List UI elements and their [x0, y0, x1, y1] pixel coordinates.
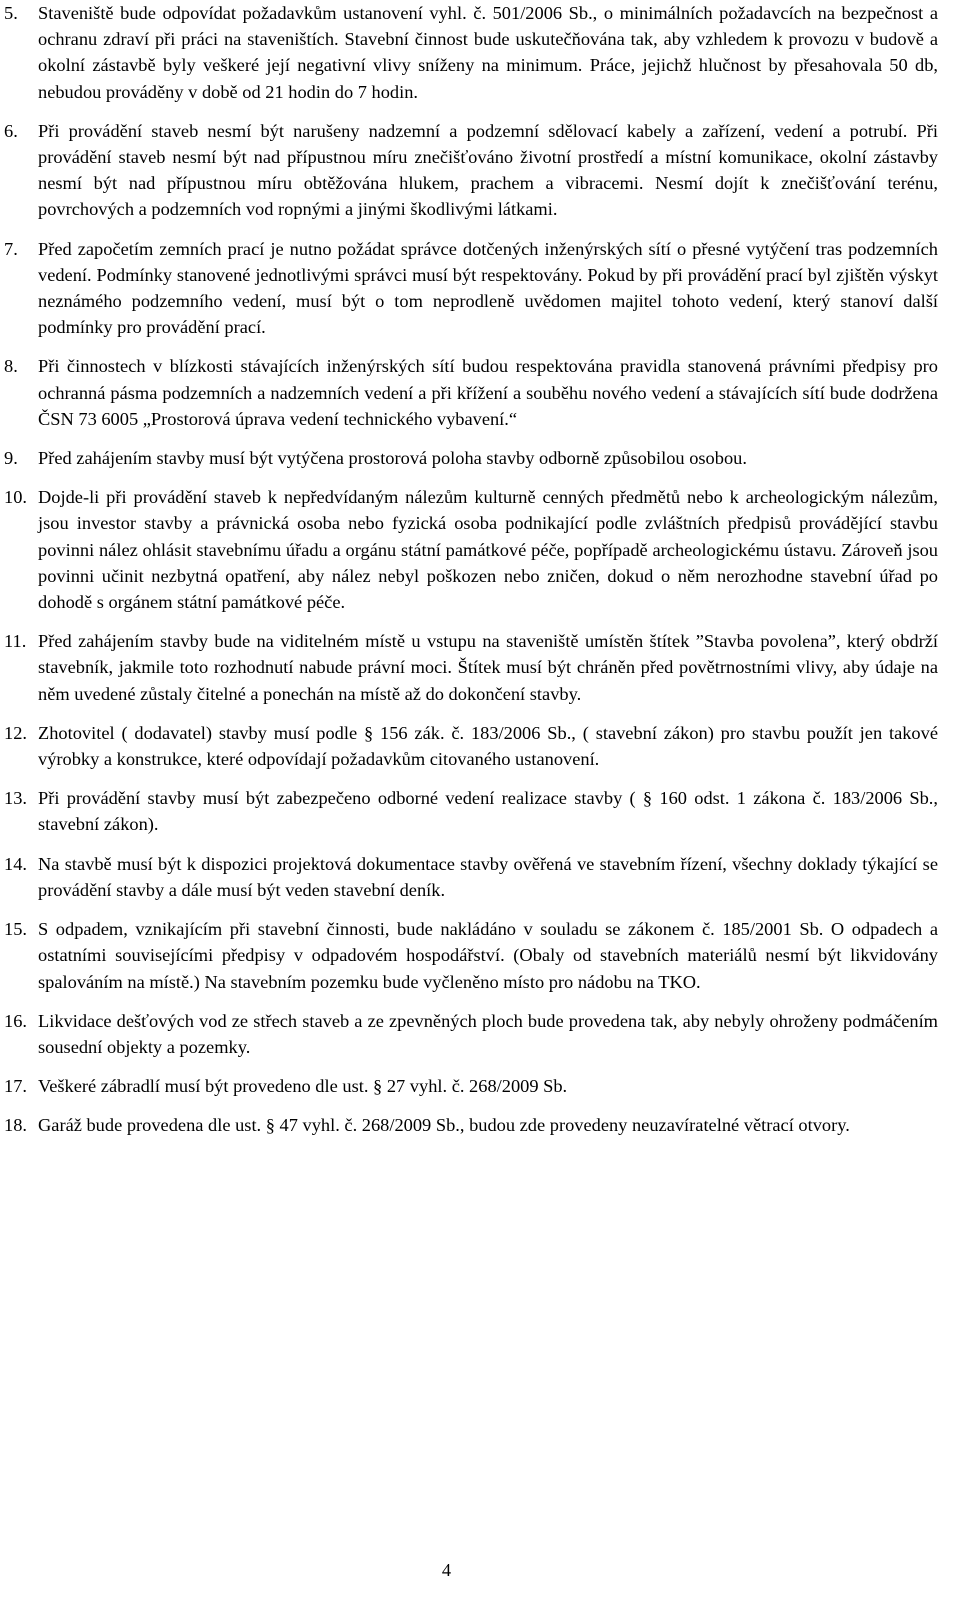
list-item — [0, 628, 960, 707]
item-text: Před započetím zemních prací je nutno požádat správce dotčených inženýrských sítí o přesné vytýčení tras podzemních vedení. Podmínky stanovené jednotlivými správci musí být respektovány. Pokud by při provádění prací byl zjištěn výskyt neznámého podzemního vedení, musí být o tom neprodleně uvědomen majitel tohoto vedení, který stanoví další podmínky pro provádění prací. — [38, 238, 938, 338]
item-number: 14. — [4, 853, 27, 874]
item-number: 5. — [4, 3, 18, 23]
item-text: Zhotovitel ( dodavatel) stavby musí podle § 156 zák. č. 183/2006 Sb., ( stavební zákon) pro stavbu použít jen takové výrobky a konstrukce, které odpovídají požadavkům citovaného ustanovení. — [38, 722, 938, 770]
item-text: Při provádění staveb nesmí být narušeny nadzemní a podzemní sdělovací kabely a zařízení, vedení a potrubí. Při provádění staveb nesmí být nad přípustnou míru znečišťováno životní prostředí a místní komunikace, okolní zástavby nesmí být nad přípustnou míru obtěžována hlukem, prachem a vibracemi. Nesmí dojít k znečišťování terénu, povrchových a podzemních vod ropnými a jinými škodlivými látkami. — [38, 120, 938, 220]
item-text: S odpadem, vznikajícím při stavební činnosti, bude nakládáno v souladu se zákonem č. 185/2001 Sb. O odpadech a ostatními souvisejícími předpisy v odpadovém hospodářství. (Obaly od stavebních materiálů nesmí být likvidovány spalováním na místě.) Na stavebním pozemku bude vyčleněno místo pro nádobu na TKO. — [38, 919, 938, 992]
list-item — [0, 0, 960, 105]
item-text: Před zahájením stavby musí být vytýčena prostorová poloha stavby odborně způsobilou osobou. — [38, 448, 747, 469]
item-number: 16. — [4, 1010, 27, 1031]
list-item — [0, 353, 960, 432]
list-item — [0, 720, 960, 772]
item-number: 10. — [4, 487, 27, 508]
page-number: 4 — [441, 1560, 452, 1580]
item-text: Likvidace dešťových vod ze střech staveb a ze zpevněných ploch bude provedena tak, aby nebyly ohroženy podmáčením sousední objekty a pozemky. — [38, 1010, 938, 1057]
list-item — [0, 445, 960, 471]
item-number: 17. — [4, 1076, 27, 1097]
list-item — [0, 118, 960, 223]
list-item — [0, 785, 960, 837]
item-number: 11. — [4, 631, 27, 652]
list-item — [0, 1112, 960, 1138]
item-number: 13. — [4, 788, 27, 809]
item-text: Staveniště bude odpovídat požadavkům ustanovení vyhl. č. 501/2006 Sb., o minimálních požadavcích na bezpečnost a ochranu zdraví při práci na staveništích. Stavební činnost bude uskutečňována tak, aby vzhledem k provozu v budově a okolní zástavbě byly veškeré její negativní vlivy sníženy na minimum. Práce, jejichž hlučnost by přesahovala 50 db, nebudou prováděny v době od 21 hodin do 7 hodin. — [38, 3, 938, 102]
item-text: Garáž bude provedena dle ust. § 47 vyhl. č. 268/2009 Sb., budou zde provedeny neuzavíratelné větrací otvory. — [38, 1115, 850, 1136]
item-text: Před zahájením stavby bude na viditelném místě u vstupu na staveniště umístěn štítek ”Stavba povolena”, který obdrží stavebník, jakmile toto rozhodnutí nabude právní moci. Štítek musí být chráněn před povětrnostními vlivy, aby údaje na něm uvedené zůstaly čitelné a ponechán na místě až do dokončení stavby. — [38, 631, 938, 704]
list-item — [0, 1073, 960, 1099]
list-item — [0, 1008, 960, 1060]
item-number: 7. — [4, 238, 18, 259]
item-number: 6. — [4, 120, 18, 141]
list-item — [0, 236, 960, 341]
item-number: 12. — [4, 722, 27, 743]
item-number: 15. — [4, 919, 27, 940]
item-text: Dojde-li při provádění staveb k nepředvídaným nálezům kulturně cenných předmětů nebo k archeologickým nálezům, jsou investor stavby a právnická osoba nebo fyzická osoba podnikající podle zvláštních předpisů provádějící stavbu povinni nález ohlásit stavebnímu úřadu a orgánu státní památkové péče, popřípadě archeologickému ústavu. Zároveň jsou povinni učinit nezbytná opatření, aby nález nebyl poškozen nebo zničen, dokud o něm nerozhodne stavební úřad po dohodě s orgánem státní památkové péče. — [38, 487, 938, 613]
item-number: 9. — [4, 448, 18, 469]
list-item — [0, 484, 960, 615]
list-item — [0, 916, 960, 995]
item-text: Při provádění stavby musí být zabezpečeno odborné vedení realizace stavby ( § 160 odst. 1 zákona č. 183/2006 Sb., stavební zákon). — [38, 788, 938, 835]
item-text: Při činnostech v blízkosti stávajících inženýrských sítí budou respektována pravidla stanovená právními předpisy pro ochranná pásma podzemních a nadzemních vedení a při křížení a souběhu nového vedení a stávajících sítí bude dodržena ČSN 73 6005 „Prostorová úprava vedení technického vybavení.“ — [38, 356, 938, 429]
item-text: Na stavbě musí být k dispozici projektová dokumentace stavby ověřená ve stavebním řízení, všechny doklady týkající se provádění stavby a dále musí být veden stavební deník. — [38, 853, 938, 900]
list-item — [0, 851, 960, 903]
item-number: 18. — [4, 1115, 27, 1136]
item-text: Veškeré zábradlí musí být provedeno dle ust. § 27 vyhl. č. 268/2009 Sb. — [38, 1076, 568, 1097]
item-number: 8. — [4, 356, 18, 377]
